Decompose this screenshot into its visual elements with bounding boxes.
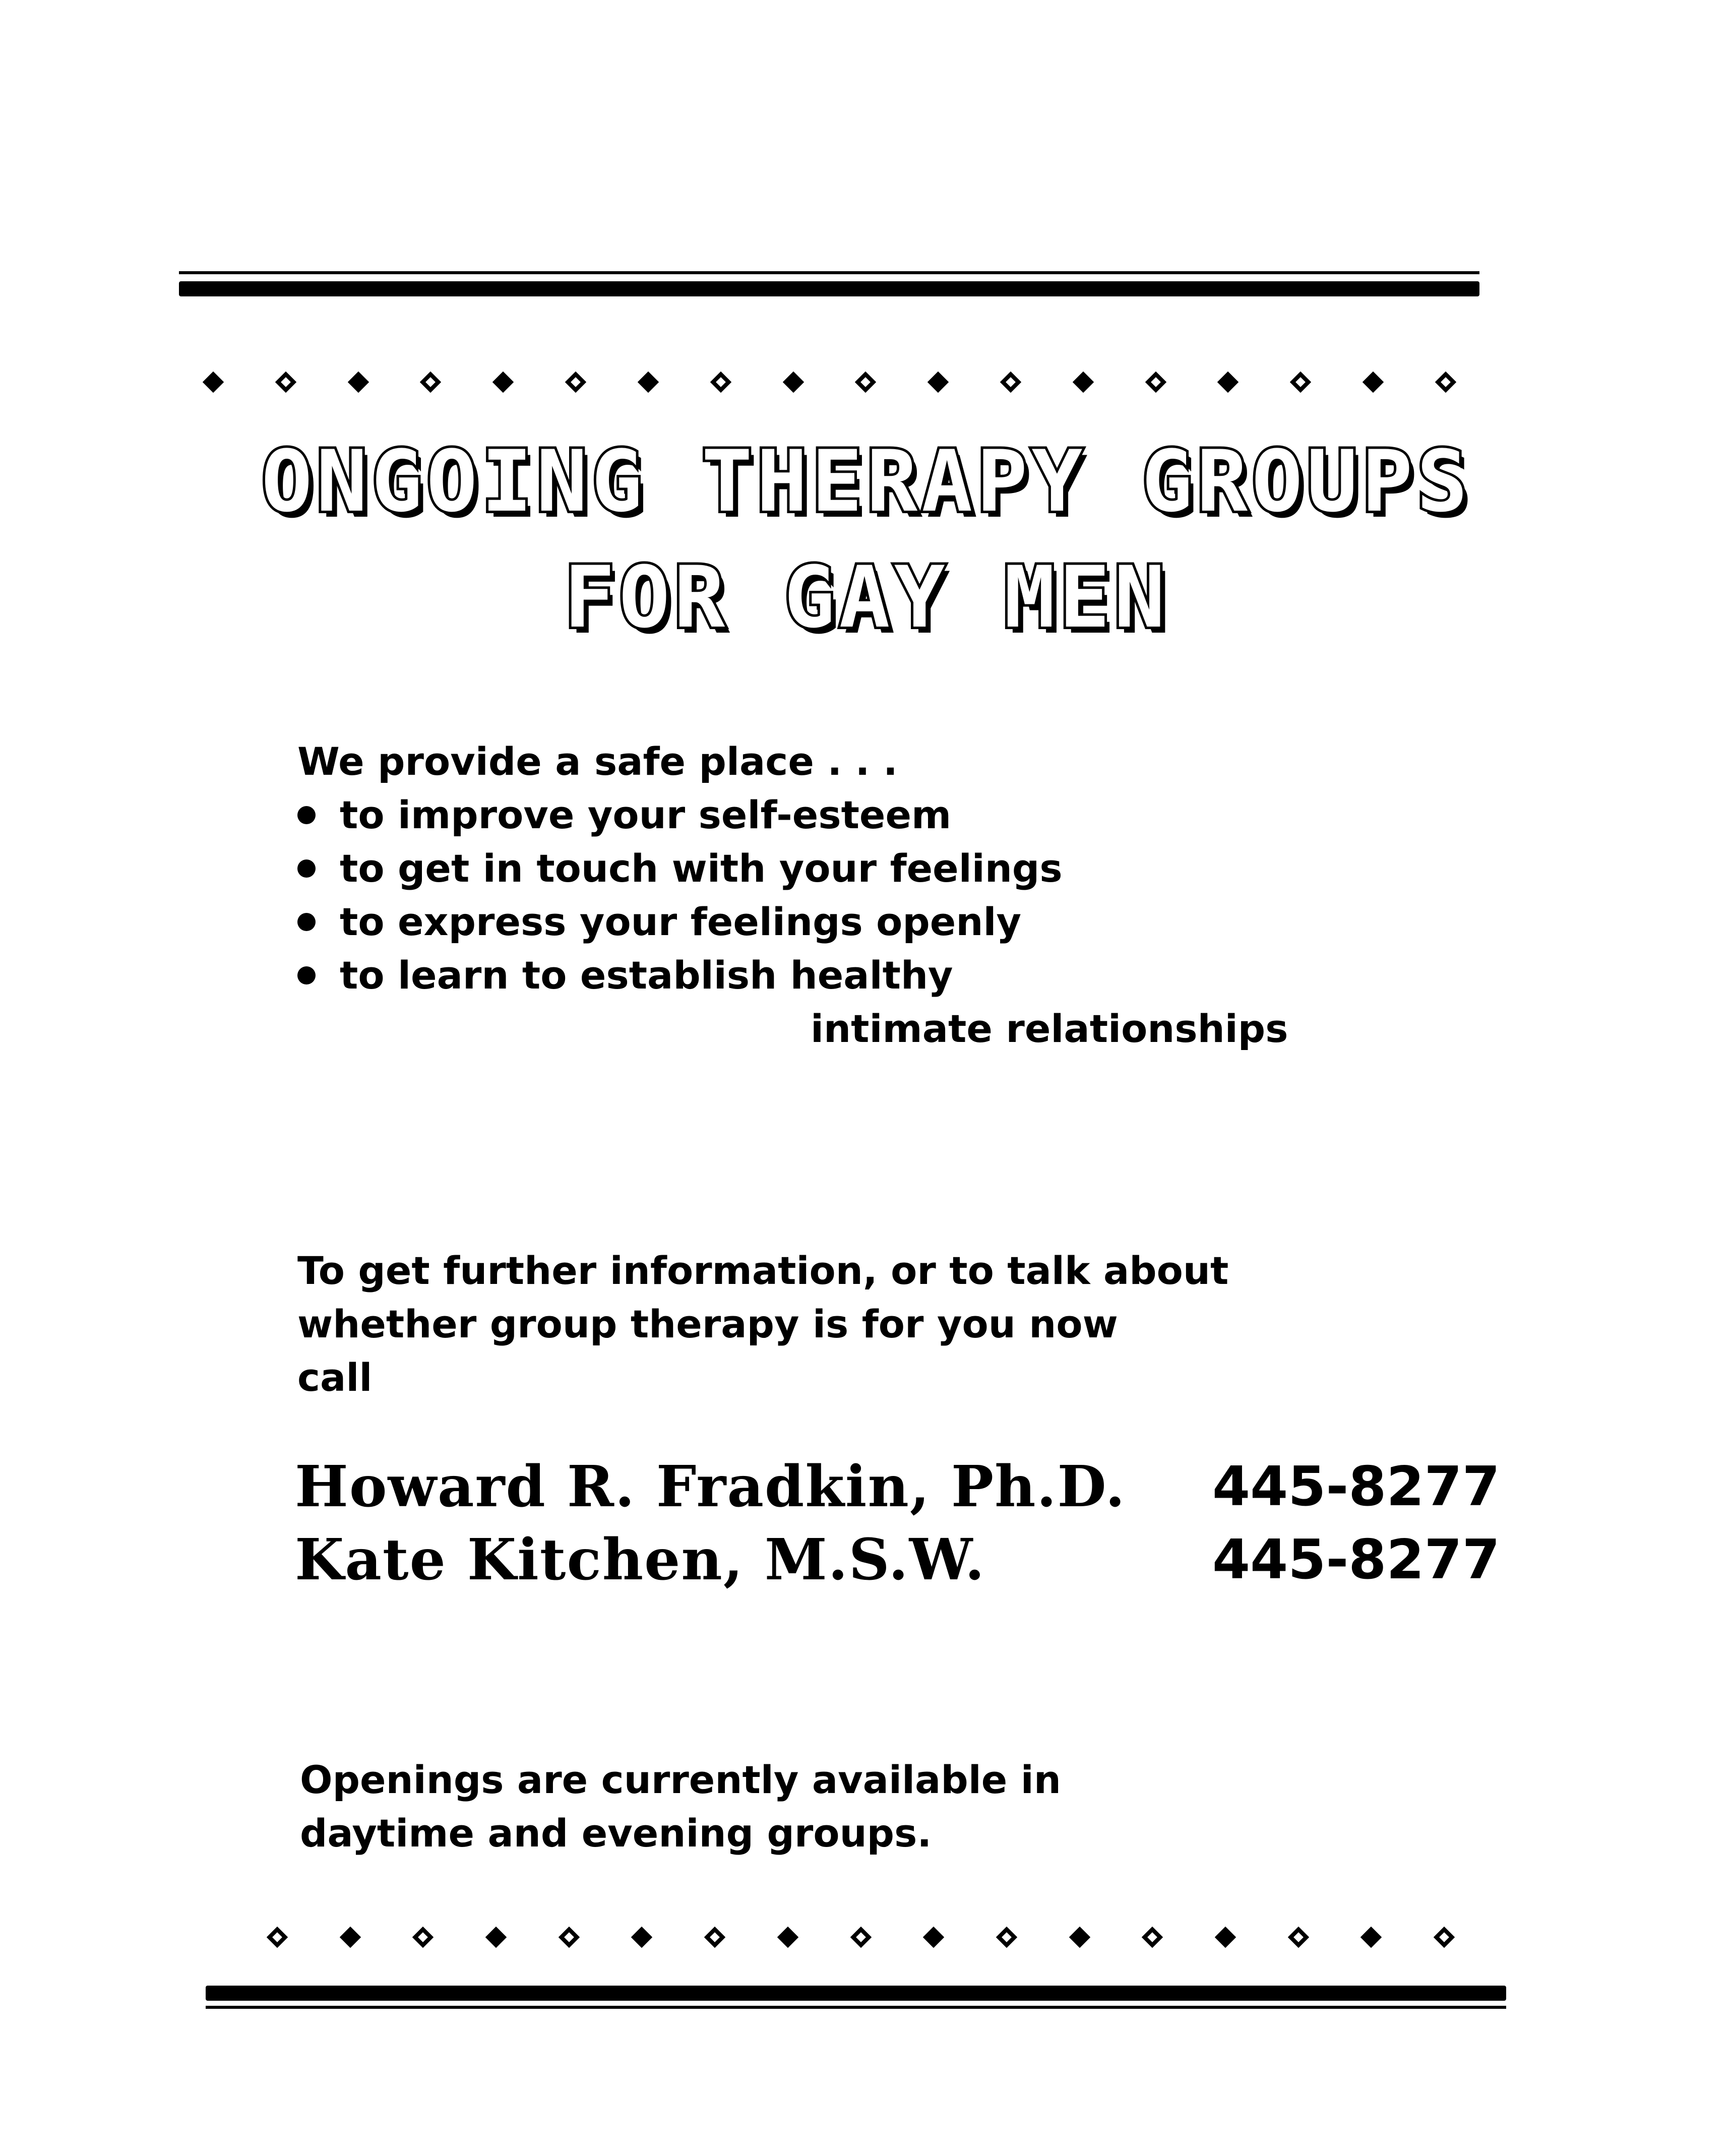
list-item-text: to get in touch with your feelings (340, 846, 1063, 891)
diamond-filled-icon (1217, 372, 1239, 393)
diamond-hollow-icon (412, 1927, 434, 1948)
diamond-filled-icon (923, 1927, 944, 1948)
info-line: whether group therapy is for you now (297, 1302, 1118, 1346)
info-line: call (297, 1355, 373, 1400)
diamond-hollow-icon (1287, 1927, 1309, 1948)
diamond-filled-icon (1069, 1927, 1090, 1948)
info-paragraph (297, 1244, 1228, 1404)
intro-continuation: intimate relationships (811, 1006, 1288, 1051)
diamond-hollow-icon (1435, 372, 1456, 393)
diamond-hollow-icon (850, 1927, 871, 1948)
diamond-filled-icon (347, 372, 368, 393)
headline-line-2: FOR GAY MEN (564, 548, 1169, 647)
contact-phone-kitchen: 445-8277 (1212, 1528, 1500, 1591)
bullet-icon (297, 859, 316, 878)
bullet-icon (297, 966, 316, 984)
diamond-filled-icon (927, 372, 949, 393)
diamond-filled-icon (631, 1927, 652, 1948)
diamond-filled-icon (492, 372, 514, 393)
diamond-filled-icon (339, 1927, 360, 1948)
diamond-hollow-icon (559, 1927, 580, 1948)
diamond-filled-icon (485, 1927, 507, 1948)
diamond-filled-icon (782, 372, 803, 393)
list-item-text: to improve your self-esteem (340, 792, 952, 837)
diamond-hollow-icon (565, 372, 586, 393)
diamond-hollow-icon (267, 1927, 288, 1948)
list-item (297, 788, 1063, 842)
list-item-text: to learn to establish healthy (340, 953, 953, 998)
bottom-rule (206, 1984, 1506, 2019)
contact-phone-fradkin: 445-8277 (1212, 1455, 1500, 1518)
contact-name-fradkin: Howard R. Fradkin, Ph.D. (295, 1454, 1126, 1520)
diamond-hollow-icon (1145, 372, 1166, 393)
diamond-filled-icon (1215, 1927, 1236, 1948)
diamond-filled-icon (638, 372, 659, 393)
top-rule (179, 267, 1479, 302)
openings-line: daytime and evening groups. (300, 1811, 932, 1856)
list-item-text: to express your feelings openly (340, 899, 1022, 944)
diamond-hollow-icon (710, 372, 731, 393)
top-diamond-border (206, 371, 1453, 394)
diamond-filled-icon (777, 1927, 798, 1948)
info-line: To get further information, or to talk about (297, 1248, 1229, 1293)
diamond-hollow-icon (855, 372, 876, 393)
diamond-hollow-icon (1434, 1927, 1455, 1948)
diamond-hollow-icon (1290, 372, 1311, 393)
bullet-icon (297, 913, 316, 931)
intro-block (297, 735, 1063, 1002)
diamond-hollow-icon (704, 1927, 725, 1948)
bullet-icon (297, 806, 316, 824)
headline-line-1: ONGOING THERAPY GROUPS (261, 432, 1472, 531)
diamond-hollow-icon (996, 1927, 1017, 1948)
diamond-filled-icon (1363, 372, 1384, 393)
diamond-filled-icon (203, 372, 224, 393)
openings-paragraph (300, 1753, 1061, 1860)
diamond-filled-icon (1073, 372, 1094, 393)
contact-name-kitchen: Kate Kitchen, M.S.W. (295, 1527, 985, 1593)
bottom-diamond-border (270, 1926, 1452, 1949)
openings-line: Openings are currently available in (300, 1757, 1061, 1802)
list-item (297, 949, 1063, 1002)
diamond-filled-icon (1360, 1927, 1382, 1948)
intro-lead: We provide a safe place . . . (297, 739, 898, 784)
list-item (297, 895, 1063, 949)
diamond-hollow-icon (275, 372, 296, 393)
diamond-hollow-icon (1142, 1927, 1163, 1948)
list-item (297, 842, 1063, 895)
diamond-hollow-icon (420, 372, 441, 393)
diamond-hollow-icon (1000, 372, 1021, 393)
